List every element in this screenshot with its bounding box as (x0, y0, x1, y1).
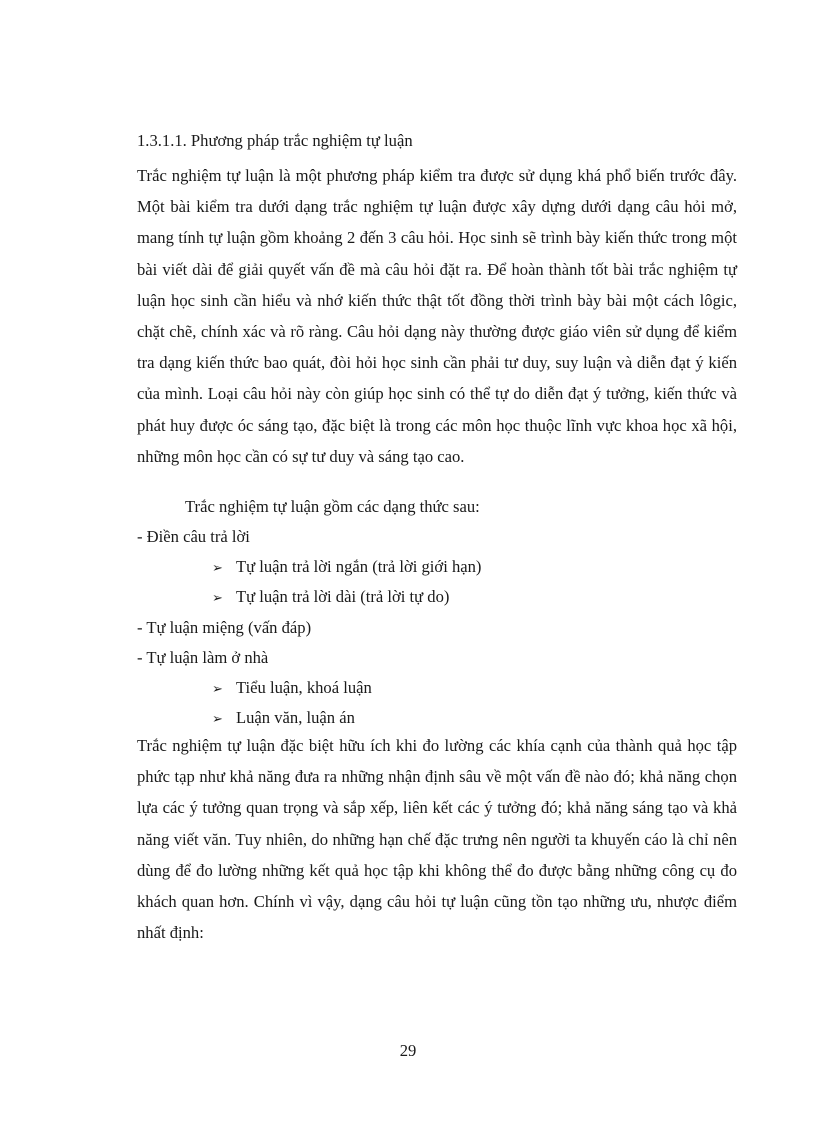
form-item-fill-answer: - Điền câu trả lời (137, 527, 250, 546)
arrow-bullet-icon: ➢ (212, 682, 223, 697)
list-item (212, 586, 449, 610)
page-number: 29 (399, 1041, 417, 1060)
form-item-homework: - Tự luận làm ở nhà (137, 648, 269, 667)
list-item-text: Tự luận trả lời dài (trả lời tự do) (236, 587, 450, 606)
list-item-text: Tự luận trả lời ngắn (trả lời giới hạn) (236, 557, 482, 576)
arrow-bullet-icon: ➢ (212, 561, 223, 576)
list-item-text: Luận văn, luận án (236, 708, 355, 727)
intro-paragraph: Trắc nghiệm tự luận là một phương pháp kiểm tra được sử dụng khá phổ biến trước đây. Một bài kiểm tra dưới dạng trắc nghiệm tự luận được xây dựng dưới dạng câu hỏi mở, mang tính tự luận gồm khoảng 2 đến 3 câu hỏi. Học sinh sẽ trình bày kiến thức trong một bài viết dài để giải quyết vấn đề mà câu hỏi đặt ra. Để hoàn thành tốt bài trắc nghiệm tự luận học sinh cần hiểu và nhớ kiến thức thật tốt đồng thời trình bày bài một cách lôgic, chặt chẽ, chính xác và rõ ràng. Câu hỏi dạng này thường được giáo viên sử dụng để kiểm tra dạng kiến thức bao quát, đòi hỏi học sinh cần phải tư duy, suy luận và diễn đạt ý kiến của mình. Loại câu hỏi này còn giúp học sinh có thể tự do diễn đạt ý tưởng, kiến thức và phát huy được óc sáng tạo, đặc biệt là trong các môn học thuộc lĩnh vực khoa học xã hội, những môn học cần có sự tư duy và sáng tạo cao. (137, 166, 737, 466)
list-item (212, 707, 355, 731)
closing-paragraph: Trắc nghiệm tự luận đặc biệt hữu ích khi đo lường các khía cạnh của thành quả học tập phức tạp như khả năng đưa ra những nhận định sâu về một vấn đề nào đó; khả năng chọn lựa các ý tưởng quan trọng và sắp xếp, liên kết các ý tưởng đó; khả năng sáng tạo và khả năng viết văn. Tuy nhiên, do những hạn chế đặc trưng nên người ta khuyến cáo là chỉ nên dùng để đo lường những kết quả học tập khi không thể đo được bằng những công cụ đo khách quan hơn. Chính vì vậy, dạng câu hỏi tự luận cũng tồn tạo những ưu, nhược điểm nhất định: (137, 736, 737, 943)
list-item (212, 677, 372, 701)
section-heading: 1.3.1.1. Phương pháp trắc nghiệm tự luận (137, 131, 413, 150)
arrow-bullet-icon: ➢ (212, 712, 223, 727)
arrow-bullet-icon: ➢ (212, 591, 223, 606)
list-item (212, 556, 481, 580)
form-item-oral: - Tự luận miệng (vấn đáp) (137, 618, 312, 637)
forms-intro: Trắc nghiệm tự luận gồm các dạng thức sau: (185, 497, 480, 516)
list-item-text: Tiểu luận, khoá luận (236, 678, 372, 697)
